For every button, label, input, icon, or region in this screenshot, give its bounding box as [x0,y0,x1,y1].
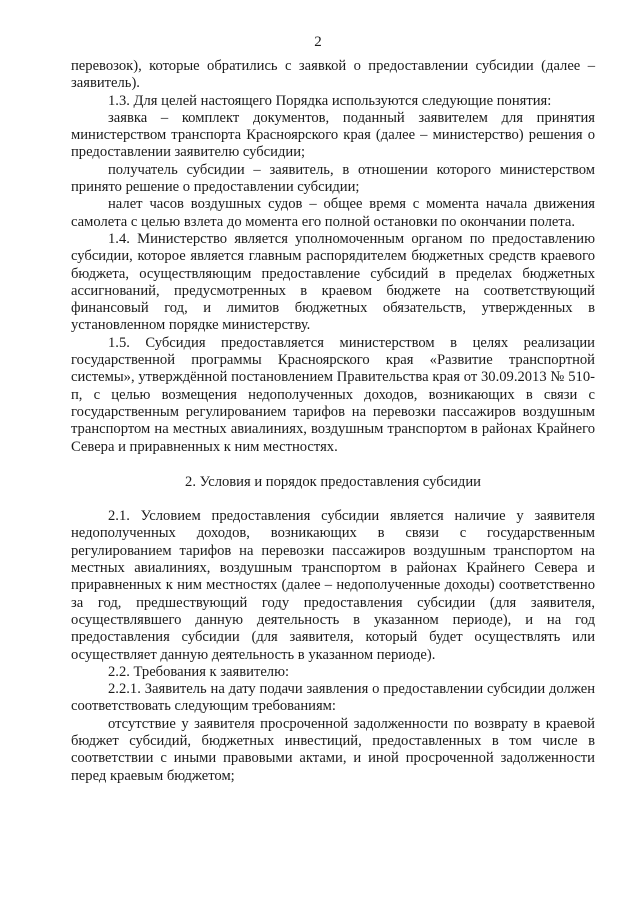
paragraph: 1.5. Субсидия предоставляется министерством в целях реализации государственной программы Красноярского края «Развитие транспортной системы», утверждённой постановлением Правительства края от 30.09.2013 № 510-п, с целью возмещения недополученных доходов, возникающих в связи с государственным регулированием тарифов на перевозки пассажиров воздушным транспортом на местных авиалиниях, воздушным транспортом в районах Крайнего Севера и приравненных к ним местностях. [71,334,595,455]
document-body [71,58,595,785]
section-2-body [71,508,595,785]
paragraph: 1.4. Министерство является уполномоченным органом по предоставлению субсидии, которое является главным распорядителем бюджетных средств краевого бюджета, осуществляющим предоставление субсидий в пределах бюджетных ассигнований, предусмотренных в краевом бюджете на соответствующий финансовый год, и лимитов бюджетных обязательств, утвержденных в установленном порядке министерству. [71,230,595,334]
paragraph: отсутствие у заявителя просроченной задолженности по возврату в краевой бюджет субсидий, бюджетных инвестиций, предоставленных в том числе в соответствии с иными правовыми актами, и иной просроченной задолженности перед краевым бюджетом; [71,715,595,784]
section-heading: 2. Условия и порядок предоставления субсидии [185,473,481,490]
paragraph: 2.1. Условием предоставления субсидии является наличие у заявителя недополученных доходов, возникающих в связи с государственным регулированием тарифов на перевозки пассажиров воздушным транспортом на местных авиалиниях, воздушным транспортом в районах Крайнего Севера и приравненных к ним местностях (далее – недополученные доходы) соответственно за год, предшествующий году предоставления субсидии (для заявителя, осуществлявшего данную деятельность в указанном периоде), и на год предоставления субсидии (для заявителя, который будет осуществлять или осуществляет данную деятельность в указанном периоде). [71,508,595,663]
page-number: 2 [314,34,322,50]
paragraph: 2.2. Требования к заявителю: [108,663,290,680]
paragraph: заявка – комплект документов, поданный заявителем для принятия министерством транспорта Красноярского края (далее – министерство) решения о предоставлении заявителю субсидии; [71,109,595,161]
section-1-body [71,58,595,456]
paragraph: получатель субсидии – заявитель, в отношении которого министерством принято решение о предоставлении субсидии; [71,161,595,196]
paragraph: налет часов воздушных судов – общее время с момента начала движения самолета с целью взлета до момента его полной остановки по окончании полета. [71,196,595,230]
paragraph: перевозок), которые обратились с заявкой о предоставлении субсидии (далее – заявитель). [71,58,595,92]
paragraph: 2.2.1. Заявитель на дату подачи заявления о предоставлении субсидии должен соответствовать следующим требованиям: [71,681,595,715]
paragraph: 1.3. Для целей настоящего Порядка используются следующие понятия: [108,92,552,109]
